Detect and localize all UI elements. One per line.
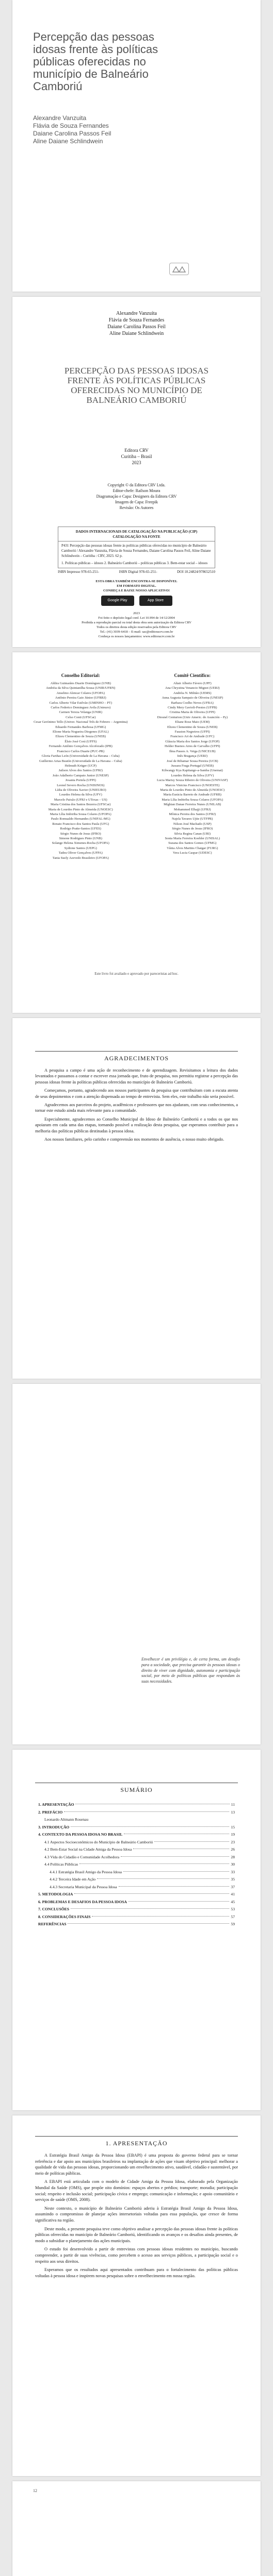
paragraph: Aos nossos familiares, pelo carinho e compreensão nos momentos de ausência, o nosso muito obrigado.: [44, 1137, 224, 1142]
cover-author: Flávia de Souza Fernandes: [33, 122, 109, 129]
toc-leader: [79, 1863, 229, 1864]
isbn-digital: ISBN Digital 978-65-251-: [119, 570, 157, 574]
copyright-line: Imagem de Capa: Freepik: [115, 500, 158, 504]
council-member: Tadeu Oliver Gonçalves (UFPA): [58, 851, 103, 855]
epigraph-page: [12, 1384, 261, 1744]
cover-title: Percepção das pessoas idosas frente às políticas públicas oferecidas no município de Balneário Camboriú: [33, 30, 158, 93]
publisher-info: [12, 447, 261, 466]
council-member: Fauston Negreiros (UFPI): [174, 730, 210, 734]
council-member: Paulo Romualdo Hernandes (UNIFAL-MG): [51, 817, 110, 821]
digital-notice-line: ESTA OBRA TAMBÉM ENCONTRA-SE DISPONÍVEL: [95, 580, 178, 583]
cover-page: [12, 0, 261, 292]
council-member: Lídia de Oliveira Xavier (UNIEURO): [55, 788, 106, 792]
title-author: Alexandre Vanzuita: [116, 311, 157, 316]
toc-entry[interactable]: [38, 1809, 235, 1817]
council-member: Leonel Severo Rocha (UNISINOS): [57, 783, 105, 787]
toc-entry-page: 41: [231, 1892, 235, 1896]
council-member: Najela Tavares Ujiie (UTFPR): [172, 817, 213, 821]
council-member: Sérgio Nunes de Jesus (IFRO): [60, 832, 101, 836]
presentation-header: [12, 2136, 261, 2147]
council-member: Maria Lília Imbiriba Sousa Colares (UFOPA): [50, 812, 111, 816]
legal-line: Foi feito o depósito legal conf. Lei 10.994 de 14/12/2004: [98, 616, 175, 620]
council-member: Anselmo Alencar Colares (UFOPA): [56, 691, 105, 695]
toc-entry[interactable]: [38, 1854, 235, 1861]
council-member: Andréia da Silva Quintanilha Sousa (UNIR/UFRN): [46, 686, 116, 690]
council-member: Mohammed Elhajji (UFRJ): [174, 807, 211, 811]
toc-entry-page: 35: [231, 1877, 235, 1882]
presentation-title: 1. APRESENTAÇÃO: [105, 2140, 168, 2147]
council-member: Sérgio Nunes de Jesus (IFRO): [172, 827, 213, 831]
digital-notice-line: CONHEÇA E BAIXE NOSSO APLICATIVO!: [103, 589, 170, 592]
isbn-row: [58, 570, 215, 574]
toc-entry[interactable]: [38, 1846, 235, 1854]
editorial-board-title: Conselho Editorial:: [61, 673, 100, 678]
council-member: Inês Bragança (UERJ): [177, 754, 207, 758]
toc-entry-page: 26: [231, 1847, 235, 1852]
council-member: Marcos Vinicius Francisco (UNOESTE): [165, 783, 220, 787]
toc-entry-label: 4.1 Aspectos Socioeconômicos do Município de Balneário Camboriú: [44, 1839, 153, 1844]
toc-entry[interactable]: [38, 1831, 235, 1839]
council-member: Vânia Alves Martins Chaigar (FURG): [167, 846, 218, 850]
council-member: Simone Rodrigues Pinto (UNB): [59, 837, 102, 840]
acknowledgments-body: [35, 1067, 238, 1145]
toc-entry[interactable]: [38, 1861, 235, 1869]
council-member: Lourdes Helena da Silva (UFV): [171, 773, 214, 777]
toc-entry-page: 11: [231, 1802, 235, 1807]
editorial-board: [28, 673, 134, 860]
council-member: Barbara Coelho Neves (UFBA): [171, 701, 214, 705]
toc-entry-label: 3. INTRODUÇÃO: [38, 1824, 70, 1829]
toc-leader: [92, 1916, 229, 1917]
cover-author: Alexandre Vanzuita: [33, 114, 87, 122]
toc-entry[interactable]: [38, 1891, 235, 1899]
acknowledgments-page: [12, 1018, 261, 1379]
page-number: 12: [33, 2488, 37, 2493]
paragraph: A EBAPI está articulada com o modelo de Cidade Amiga da Pessoa Idosa, elaborado pela Organização Mundial da Saúde (OMS), que propõe oito domínios: espaços abertos e prédios; transporte; moradia; participação social; respeito e inclusão social; participação cívica e emprego; comunicação e informação; e apoio comunitário e serviços de saúde (OMS, 2008).: [35, 2179, 238, 2202]
isbn-print: ISBN Impresso 978-65-251-: [58, 570, 100, 574]
digital-notice: [12, 579, 261, 593]
council-columns: [28, 673, 245, 860]
legal-notice: [12, 611, 261, 639]
doi: DOI 10.24824/978652510: [177, 570, 215, 574]
toc-entry-label: 8. CONSIDERAÇÕES FINAIS: [38, 1914, 91, 1919]
toc-leader: [123, 1871, 229, 1872]
legal-line: Conheça os nossos lançamentos: www.editoracrv.com.br: [98, 635, 175, 638]
toc-entry-label: 2. PREFÁCIO: [38, 1809, 63, 1815]
copyright-line: Editor-chefe: Railson Moura: [113, 488, 160, 493]
toc-entry-page: 19: [231, 1832, 235, 1837]
toc-leader: [74, 1893, 229, 1894]
summary-title: SUMÁRIO: [120, 1786, 153, 1793]
toc-entry-page: 45: [231, 1899, 235, 1904]
cip-header: DADOS INTERNACIONAIS DE CATALOGAÇÃO NA PUBLICAÇÃO (CIP) CATALOGAÇÃO NA FONTE: [75, 530, 198, 539]
cip-body: P431 Percepção das pessoas idosas frente às políticas públicas oferecidas no município de Balneário Camboriú / Alexandre Vanzuita, Flávia de Souza Fernandes, Daiane Carolina Passos Feil, Aline Daiane Schlindwein – Curitiba : CRV, 2023. 62 p.: [61, 544, 211, 558]
toc-entry-page: 37: [231, 1884, 235, 1889]
council-member: Míghian Danae Ferreira Nunes (UNILAB): [164, 803, 221, 807]
council-member: Helder Buenos Aires de Carvalho (UFPI): [165, 744, 220, 749]
cover-author: Daiane Carolina Passos Feil: [33, 130, 111, 137]
editorial-list: [28, 681, 134, 860]
google-play-badge[interactable]: Google Play: [101, 596, 134, 606]
summary-header: [12, 1783, 261, 1794]
toc-entry-label: 4.2 Bem-Estar Social na Cidade Amiga da Pessoa Idosa: [44, 1847, 132, 1852]
toc-entry[interactable]: [38, 1801, 235, 1809]
council-member: Suzana dos Santos Gomes (UFMG): [168, 841, 217, 845]
paragraph: Especialmente, agradecemos ao Conselho Municipal do Idoso de Balneário Camboriú e a todos os que nos apoiaram em cada uma das etapas, tornando possível a realização desta pesquisa, que esperamos contribuir para a melhoria das políticas públicas destinadas à pessoa idosa.: [35, 1116, 238, 1133]
toc-entry-label: 6. PROBLEMAS E DESAFIOS DA PESSOA IDOSA: [38, 1899, 127, 1904]
council-member: Eliane Rose Maio (UEM): [175, 720, 210, 724]
table-of-contents: [38, 1801, 235, 1928]
council-member: Aldira Guimarães Duarte Domínguez (UNB): [50, 682, 111, 685]
council-member: Anna Augusta Sampaio de Oliveira (UNESP): [162, 696, 223, 700]
copyright-line: Copyright © da Editora CRV Ltda.: [107, 483, 166, 487]
council-member: Diosnel Centurion (Univ Americ. de Asunción – Py): [157, 715, 228, 719]
acknowledgments-title: AGRADECIMENTOS: [104, 1055, 169, 1062]
paragraph: Começamos, portanto, agradecendo aos nossos participantes da pesquisa que contribuíram com a escuta atenta de seus depoimentos e com a atenção dispensada ao tempo de entrevista. Sem eles, este trabalho não seria possível.: [35, 1088, 238, 1099]
toc-entry-label: 4.4.3 Secretaria Municipal da Pessoa Idosa: [50, 1884, 117, 1889]
legal-line: 2023: [133, 612, 140, 615]
book-title: PERCEPÇÃO DAS PESSOAS IDOSAS FRENTE ÀS POLÍTICAS PÚBLICAS OFERECIDAS NO MUNICÍPIO DE BALNEÁRIO CAMBORIÚ: [64, 366, 209, 405]
council-member: Sydione Santos (UEPG): [64, 846, 97, 850]
app-store-badge[interactable]: App Store: [139, 596, 172, 606]
toc-entry[interactable]: [38, 1816, 235, 1824]
digital-notice-line: EM FORMATO DIGITAL.: [117, 584, 156, 588]
review-note: Este livro foi avaliado e aprovado por pareceristas ad hoc.: [94, 972, 179, 976]
toc-entry-page: 33: [231, 1869, 235, 1874]
council-member: José de Ribamar Sousa Pereira (UCB): [167, 759, 218, 763]
toc-leader: [97, 1878, 229, 1879]
toc-leader: [129, 1901, 229, 1902]
cip-record: [58, 527, 215, 568]
toc-entry-label: 1. APRESENTAÇÃO: [38, 1802, 74, 1807]
council-member: Maria Lília Imbiriba Sousa Colares (UFOPA): [162, 798, 223, 802]
council-member: Kilwangy Kya Kapitango-a-Samba (Unemat): [162, 769, 223, 773]
text-page: [12, 2481, 261, 2576]
epigraph-text: Envelhecer é um privilégio e, de certa forma, um desafio para a sociedade, que precisa garantir às pessoas idosas o direito de viver com dignidade, autonomia e participação social, por meio de políticas públicas que respondam às suas necessidades.: [141, 1657, 240, 1684]
legal-line: Todos os direitos desta edição reservados pela Editora CRV: [97, 625, 176, 629]
title-author: Daiane Carolina Passos Feil: [107, 324, 166, 330]
toc-entry[interactable]: [38, 1899, 235, 1906]
toc-entry-label: 4.4.2 Terceira Idade em Ação: [50, 1877, 96, 1882]
copyright-line: Revisão: Os Autores: [119, 505, 154, 510]
toc-entry-page: 23: [231, 1839, 235, 1844]
publisher-city: Curitiba – Brasil: [121, 454, 152, 459]
toc-leader: [71, 1826, 229, 1827]
council-member: Celso Conti (UFSCar): [66, 715, 96, 719]
presentation-body: [35, 2153, 238, 2281]
scientific-list: [140, 681, 246, 856]
scientific-committee: [140, 673, 246, 860]
council-member: Francisco Carlos Duarte (PUC-PR): [57, 749, 105, 753]
toc-entry[interactable]: [38, 1839, 235, 1846]
council-member: Maria Eurácia Barreto de Andrade (UFRB): [163, 793, 221, 797]
paragraph: Neste contexto, o município de Balneário Camboriú aderiu à Estratégia Brasil Amigo da Pessoa Idosa, assumindo o compromisso de planejar ações intersetoriais voltadas para essa população, que cresce de forma significativa na região.: [35, 2206, 238, 2223]
cip-subjects: 1. Políticas públicas – idosos 2. Balneário Camboriú – políticas públicas 3. Bem-estar social – idosos: [61, 561, 208, 565]
council-member: Gloria Fariñas León (Universidade de La Havana – Cuba): [41, 754, 120, 758]
council-member: Andréia N. Militão (UEMS): [173, 691, 212, 695]
toc-entry-page: 30: [231, 1862, 235, 1867]
paragraph: Agradecemos aos parceiros do projeto, acadêmicos e professores que nos ajudaram, com seus conhecimentos, a tornar este estudo ainda mais relevante para a comunidade.: [35, 1103, 238, 1113]
toc-entry-page: 53: [231, 1907, 235, 1911]
toc-entry-page: 28: [231, 1854, 235, 1859]
toc-entry[interactable]: [38, 1921, 235, 1928]
title-author: Aline Daiane Schlindwein: [109, 331, 164, 336]
scientific-committee-title: Comitê Científico:: [174, 673, 211, 678]
council-member: Maria Cristina dos Santos Bezerra (UFSCar): [51, 803, 111, 807]
council-member: Rodrigo Pratte-Santos (UFES): [60, 827, 101, 831]
toc-entry-label: 4.4.1 Estratégia Brasil Amigo da Pessoa Idosa: [50, 1869, 122, 1874]
toc-entry[interactable]: [38, 1906, 235, 1913]
toc-entry-label: 5. METODOLOGIA: [38, 1892, 73, 1896]
toc-entry-page: 59: [231, 1922, 235, 1926]
publisher-logo-icon: [169, 263, 189, 275]
council-member: Josania Portela (UFPI): [65, 778, 96, 783]
toc-entry[interactable]: [38, 1824, 235, 1832]
council-member: Jailson Alves dos Santos (UFRJ): [58, 769, 103, 773]
toc-entry-label: Leonardo Altmann Rosenau: [44, 1817, 89, 1822]
toc-leader: [121, 1856, 229, 1857]
toc-entry[interactable]: [38, 1913, 235, 1921]
legal-line: Proibida a reprodução parcial ou total desta obra sem autorização da Editora CRV: [82, 621, 191, 624]
paragraph: Esperamos que os resultados aqui apresentados contribuam para o fortalecimento das políticas públicas voltadas à pessoa idosa e inspirem novas pesquisas sobre o envelhecimento em nossa região.: [35, 2267, 238, 2278]
council-member: Silvia Regina Canan (URI): [174, 832, 211, 836]
paragraph: Deste modo, a presente pesquisa teve como objetivo analisar a percepção das pessoas idosas frente às políticas públicas oferecidas no município de Balneário Camboriú, identificando os avanços e os desafios ainda presentes, de modo a subsidiar o planejamento das ações municipais.: [35, 2226, 238, 2243]
title-page: [12, 297, 261, 647]
council-member: Tania Suely Azevedo Brasileiro (UFOPA): [52, 856, 109, 860]
council-member: Elizeu Clementino de Souza (UNEB): [167, 725, 218, 729]
council-member: Gláucia Maria dos Santos Jorge (UFOP): [165, 739, 220, 743]
toc-entry-label: 7. CONCLUSÕES: [38, 1907, 69, 1911]
council-member: Helmuth Krüger (UCP): [65, 764, 97, 768]
summary-page: [12, 1750, 261, 2110]
council-page: [12, 652, 261, 1013]
app-badges: [12, 596, 261, 606]
toc-entry[interactable]: [38, 1884, 235, 1891]
toc-entry-page: 57: [231, 1914, 235, 1919]
cover-author: Aline Daiane Schlindwein: [33, 138, 103, 145]
paragraph: A Estratégia Brasil Amigo da Pessoa Idosa (EBAPI) é uma proposta do governo federal para se tornar referência e dar apoio aos municípios brasileiros na implantação de ações que visam objetivo principal: melhorar a qualidade de vida das pessoas idosas, proporcionando um envelhecimento ativo, saudável, cidadão e sustentável, por meio de políticas públicas.: [35, 2153, 238, 2176]
council-member: Jussara Fraga Portugal (UNEB): [171, 764, 214, 768]
acknowledgments-header: [12, 1051, 261, 1062]
council-member: Ana Chrystina Venancio Mignot (UERJ): [165, 686, 220, 690]
title-author: Flávia de Souza Fernandes: [108, 317, 165, 323]
council-member: João Adalberto Campato Junior (UNESP): [52, 773, 109, 777]
council-member: Mônica Pereira dos Santos (UFRJ): [169, 812, 216, 816]
toc-leader: [68, 1923, 229, 1924]
toc-entry-page: 15: [231, 1824, 235, 1829]
toc-entry[interactable]: [38, 1876, 235, 1884]
toc-entry-label: 4.4 Políticas Públicas: [44, 1862, 78, 1867]
council-member: Antônio Pereira Gaio Júnior (UFRRJ): [55, 696, 106, 700]
council-member: Fernando Antônio Gonçalves Alcoforado (IPB): [49, 744, 113, 749]
council-member: Marcelo Paixão (UFRJ e UTexas – US): [54, 798, 107, 802]
publisher-year: 2023: [132, 460, 141, 465]
council-member: Vera Lucia Gaspar (UDESC): [172, 851, 212, 855]
toc-entry-label: 4. CONTEXTO DA PESSOA IDOSA NO BRASIL: [38, 1832, 123, 1837]
toc-entry-label: REFERÊNCIAS: [38, 1922, 67, 1926]
council-member: Nilson José Machado (USP): [173, 822, 212, 826]
toc-entry-page: 13: [231, 1809, 235, 1815]
council-member: Lucia Marisy Souza Ribeiro de Oliveira (UNIVASF): [157, 778, 228, 783]
council-member: Cristina Maria de Oliveira (UFPI): [169, 710, 215, 715]
copyright-block: [12, 482, 261, 511]
toc-leader: [154, 1841, 229, 1842]
council-member: Élsio José Corá (UFFS): [65, 739, 97, 743]
cover-authors: [33, 114, 178, 145]
council-member: Elione Maria Nogueira Diogenes (UFAL): [52, 730, 109, 734]
council-member: Lourdes Helena da Silva (UFV): [59, 793, 102, 797]
council-member: Francisco Ari de Andrade (UFC): [170, 735, 215, 739]
council-member: Maria de Lourdes Pinto de Almeida (UNOESC): [160, 788, 225, 792]
toc-leader: [119, 1886, 230, 1887]
council-member: Solange Helena Ximenes-Rocha (UFOPA): [52, 841, 109, 845]
council-member: Carlos Alberto Vilar Estêvão (UMINHO – PT): [49, 701, 113, 705]
council-member: Carlos Federico Dominguez Avila (Unieuro): [51, 706, 111, 710]
paragraph: O estudo foi desenvolvido a partir de entrevistas com pessoas idosas residentes no município, buscando compreender, a partir de suas vivências, como percebem o acesso aos serviços públicos, a participação social e o respeito aos seus direitos.: [35, 2247, 238, 2264]
publisher-name: Editora CRV: [124, 448, 149, 453]
council-member: Cindy Mery Gavioli-Prestes (UFPB): [167, 706, 217, 710]
toc-entry-label: 4.3 Vida do Cidadão e Comunidade Acolhedora: [44, 1854, 120, 1859]
council-member: Renato Francisco dos Santos Paula (UFG): [52, 822, 109, 826]
council-member: Altair Alberto Fávero (UPF): [173, 682, 212, 685]
council-member: Sonia Maria Ferreira Koehler (UNISAL): [165, 837, 220, 840]
council-member: Cesar Gerónimo Tello (Univer. Nacional Três de Febrero – Argentina): [34, 720, 128, 724]
toc-leader: [64, 1811, 229, 1812]
council-member: Elizeu Clementino de Souza (UNEB): [55, 735, 106, 739]
toc-entry[interactable]: [38, 1869, 235, 1876]
presentation-page: [12, 2115, 261, 2476]
council-member: Guillermo Arias Beatón (Universidade de La Havana – Cuba): [39, 759, 122, 763]
paragraph: A pesquisa a campo é uma ação de reconhecimento e de aprendizagem. Revisitamos a leitura dos dados levantados e passamos a contar e escrever essa jornada que, fruto de pesquisa, nos permitiu registrar a percepção das pessoas idosas frente às políticas públicas oferecidas no município de Balneário Camboriú.: [35, 1068, 238, 1084]
council-member: Maria de Lourdes Pinto de Almeida (UNOESC): [48, 807, 113, 811]
toc-leader: [71, 1908, 229, 1909]
council-member: Eduardo Fernandes Barbosa (UFMG): [55, 725, 106, 729]
council-member: Ilma Passos A. Veiga (UNICEUB): [169, 749, 216, 753]
council-member: Carmen Tereza Velanga (UNIR): [59, 710, 103, 715]
legal-line: Tel.: (41) 3039-6418 – E-mail: sac@editoracrv.com.br: [100, 630, 173, 634]
title-authors: [12, 310, 261, 337]
copyright-line: Diagramação e Capa: Designers da Editora CRV: [96, 494, 177, 499]
